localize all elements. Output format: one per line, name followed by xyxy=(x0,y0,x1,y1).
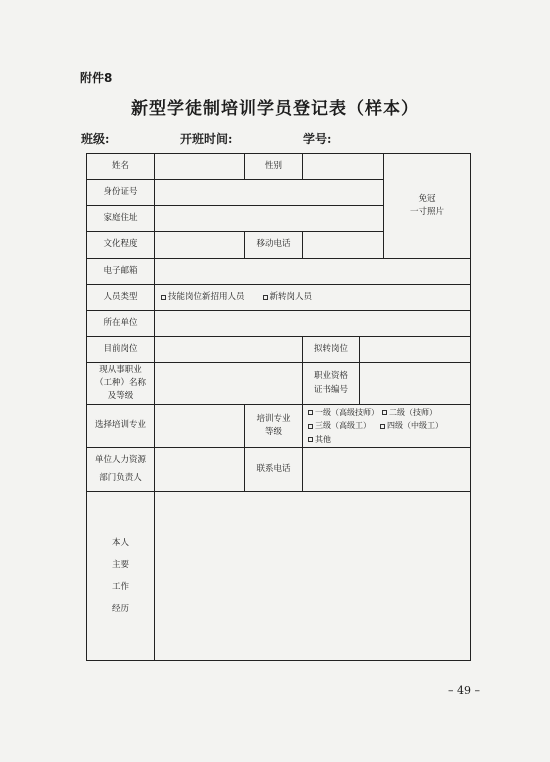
mobile-label: 移动电话 xyxy=(244,231,303,259)
photo-label-line2: 一寸照片 xyxy=(409,207,444,217)
contact-phone-label: 联系电话 xyxy=(244,447,303,492)
person-type-label: 人员类型 xyxy=(86,284,155,311)
target-post-label: 拟转岗位 xyxy=(302,336,360,363)
page-title: 新型学徒制培训学员登记表（样本） xyxy=(131,99,419,119)
checkbox-icon[interactable] xyxy=(380,424,385,429)
level-option-other[interactable]: 其他 xyxy=(308,433,331,447)
training-level-options xyxy=(302,404,471,448)
hr-manager-field[interactable] xyxy=(154,447,245,492)
employer-label: 所在单位 xyxy=(86,310,155,337)
person-type-option-transfer[interactable]: 新转岗人员 xyxy=(263,291,313,304)
person-type-options xyxy=(154,284,471,311)
training-level-label: 培训专业 等级 xyxy=(244,404,303,448)
email-label: 电子邮箱 xyxy=(86,258,155,285)
student-number-label: 学号: xyxy=(303,132,332,146)
current-post-field[interactable] xyxy=(154,336,303,363)
page-number: – 49 – xyxy=(448,684,480,697)
checkbox-icon[interactable] xyxy=(263,295,268,300)
work-experience-field[interactable] xyxy=(154,491,471,661)
hr-manager-label: 单位人力资源 部门负责人 xyxy=(86,447,155,492)
checkbox-icon[interactable] xyxy=(308,410,313,415)
gender-field[interactable] xyxy=(302,153,384,180)
level-option-2[interactable]: 二级（技师） xyxy=(382,406,437,420)
id-number-label: 身份证号 xyxy=(86,179,155,206)
education-field[interactable] xyxy=(154,231,245,259)
checkbox-icon[interactable] xyxy=(308,437,313,442)
certificate-number-label: 职业资格 证书编号 xyxy=(302,362,360,405)
education-label: 文化程度 xyxy=(86,231,155,259)
email-field[interactable] xyxy=(154,258,471,285)
work-experience-label: 本人 主要 工作 经历 xyxy=(86,491,155,661)
mobile-field[interactable] xyxy=(302,231,384,259)
training-major-label: 选择培训专业 xyxy=(86,404,155,448)
name-label: 姓名 xyxy=(86,153,155,180)
current-occupation-label: 现从事职业 （工种）名称 及等级 xyxy=(86,362,155,405)
employer-field[interactable] xyxy=(154,310,471,337)
photo-label-line1: 免冠 xyxy=(418,193,436,204)
checkbox-icon[interactable] xyxy=(308,424,313,429)
training-major-field[interactable] xyxy=(154,404,245,448)
address-field[interactable] xyxy=(154,205,384,232)
person-type-option-new-hire[interactable]: 技能岗位新招用人员 xyxy=(161,291,245,304)
target-post-field[interactable] xyxy=(359,336,471,363)
id-number-field[interactable] xyxy=(154,179,384,206)
name-field[interactable] xyxy=(154,153,245,180)
address-label: 家庭住址 xyxy=(86,205,155,232)
current-occupation-field[interactable] xyxy=(154,362,303,405)
level-option-1[interactable]: 一级（高级技师） xyxy=(308,406,379,420)
attachment-label: 附件8 xyxy=(80,71,113,85)
current-post-label: 目前岗位 xyxy=(86,336,155,363)
certificate-number-field[interactable] xyxy=(359,362,471,405)
checkbox-icon[interactable] xyxy=(161,295,166,300)
class-label: 班级: xyxy=(81,132,110,146)
level-option-4[interactable]: 四级（中级工） xyxy=(380,419,443,433)
level-option-3[interactable]: 三级（高级工） xyxy=(308,419,371,433)
checkbox-icon[interactable] xyxy=(382,410,387,415)
contact-phone-field[interactable] xyxy=(302,447,471,492)
photo-box[interactable] xyxy=(383,153,471,259)
gender-label: 性别 xyxy=(244,153,303,180)
start-time-label: 开班时间: xyxy=(180,132,233,146)
